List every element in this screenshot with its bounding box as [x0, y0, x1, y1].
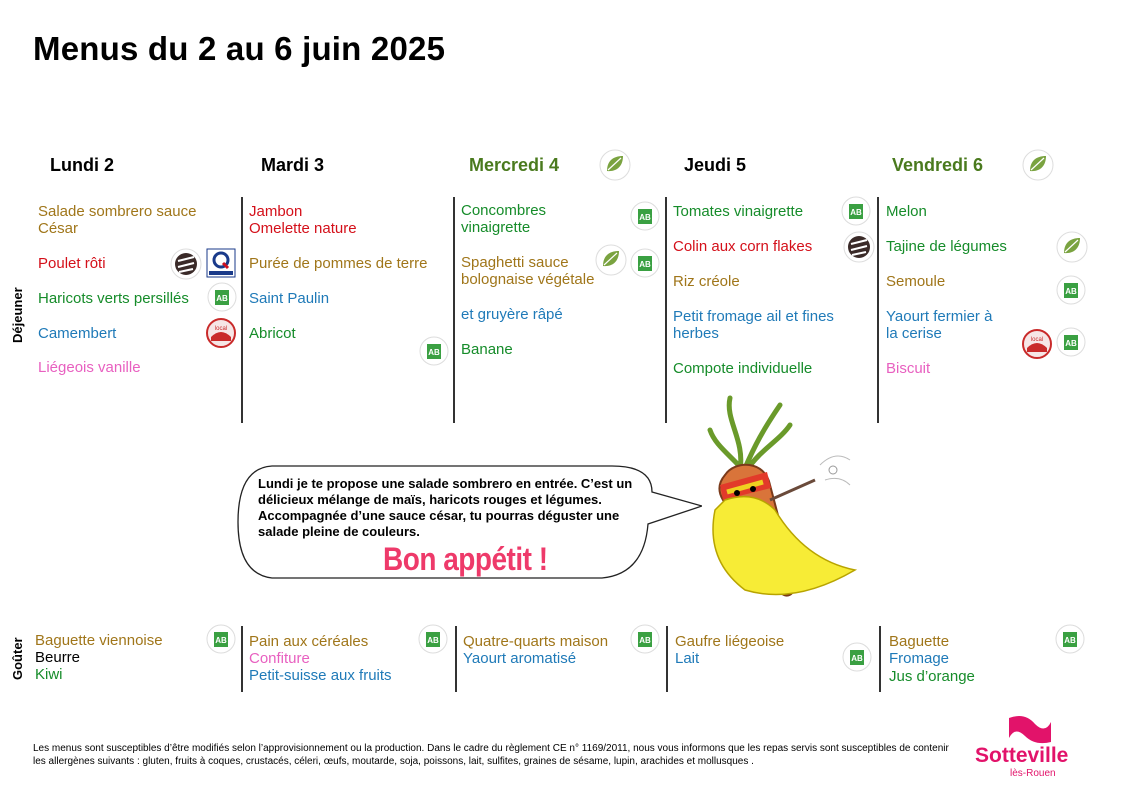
svg-text:AB: AB [851, 654, 863, 663]
svg-text:AB: AB [215, 636, 227, 645]
menu-item: Camembert [38, 325, 117, 342]
svg-text:AB: AB [639, 260, 651, 269]
column-divider [665, 197, 667, 423]
carrot-mascot-illustration [685, 390, 875, 605]
menu-item: Purée de pommes de terre [249, 255, 428, 272]
allergen-disclaimer: Les menus sont susceptibles d’être modifiés selon l’approvisionnement ou la production. Dans le cadre du règlement CE n° 1169/2011, nous vous informons que les repas servis sont susceptibles de contenir les allergènes suivants : gluten, fruits à coques, crustacés, céleri, œufs, moutarde, soja, poissons, lait, sulfites, graines de sésame, lupin, arachides et mollusques . [33, 743, 949, 767]
column-divider [241, 197, 243, 423]
menu-item: Haricots verts persillés [38, 290, 189, 307]
svg-text:AB: AB [216, 294, 228, 303]
menu-item: Concombres vinaigrette [461, 202, 547, 236]
page-title: Menus du 2 au 6 juin 2025 [33, 30, 446, 67]
menu-item: Tomates vinaigrette [673, 203, 804, 220]
bio-label-icon [419, 336, 449, 371]
svg-text:AB: AB [639, 636, 651, 645]
menu-item: Yaourt fermier à la cerise [886, 308, 993, 342]
column-divider [241, 626, 243, 692]
vegetarian-leaf-icon [595, 244, 627, 276]
svg-text:local: local [1030, 337, 1044, 343]
snack-item: Lait [675, 650, 700, 667]
local-product-icon [1021, 328, 1053, 360]
snack-item: Yaourt aromatisé [463, 650, 577, 667]
svg-text:local: local [214, 326, 228, 332]
column-divider [877, 197, 879, 423]
day-header-mercredi: Mercredi 4 [469, 155, 560, 175]
svg-text:AB: AB [427, 636, 439, 645]
menu-item: Abricot [249, 325, 296, 342]
menu-item: Riz créole [673, 273, 740, 290]
snack-item: Baguette [889, 633, 950, 650]
menu-item: Semoule [886, 273, 946, 290]
menu-item: Liégeois vanille [38, 359, 141, 376]
logo-subtitle: lès-Rouen [1010, 768, 1056, 779]
menu-item: Omelette nature [249, 220, 357, 237]
bubble-text: Lundi je te propose une salade sombrero en entrée. C’est un délicieux mélange de maïs, haricots rouges et légumes. Accompagnée d’une sauce césar, tu pourras déguster une salade pleine de couleurs. [258, 476, 633, 539]
menu-item: Melon [886, 203, 927, 220]
snack-item: Baguette viennoise [35, 632, 163, 649]
vegetarian-leaf-icon [599, 149, 631, 181]
snack-item: Beurre [35, 649, 81, 666]
snack-item: Petit-suisse aux fruits [249, 667, 392, 684]
section-label-gouter: Goûter [10, 637, 25, 680]
snack-item: Kiwi [35, 666, 63, 683]
bio-label-icon [1055, 624, 1085, 659]
menu-item: Salade sombrero sauce César [38, 203, 197, 237]
svg-text:AB: AB [428, 348, 440, 357]
chef-stripes-icon [843, 231, 875, 263]
bio-label-icon [630, 624, 660, 659]
svg-text:AB: AB [1064, 636, 1076, 645]
menu-item: Tajine de légumes [886, 238, 1007, 255]
day-header-mardi: Mardi 3 [261, 155, 325, 175]
snack-item: Jus d’orange [889, 668, 975, 685]
svg-text:AB: AB [1065, 287, 1077, 296]
menu-item: Colin aux corn flakes [673, 238, 813, 255]
bio-label-icon [1056, 327, 1086, 362]
bio-label-icon [630, 201, 660, 236]
section-label-dejeuner: Déjeuner [10, 287, 25, 343]
bio-label-icon [1056, 275, 1086, 310]
menu-item: Poulet rôti [38, 255, 106, 272]
svg-text:AB: AB [850, 208, 862, 217]
bon-appetit-text: Bon appétit ! [383, 541, 548, 577]
bio-label-icon [207, 282, 237, 317]
menu-item: Petit fromage ail et fines herbes [673, 308, 834, 342]
snack-item: Pain aux céréales [249, 633, 369, 650]
day-header-lundi: Lundi 2 [50, 155, 114, 175]
column-divider [455, 626, 457, 692]
chef-stripes-icon [170, 248, 202, 280]
snack-item: Fromage [889, 650, 950, 667]
snack-item: Confiture [249, 650, 310, 667]
svg-text:AB: AB [1065, 339, 1077, 348]
menu-item: Spaghetti sauce bolognaise végétale [461, 254, 595, 288]
svg-text:AB: AB [639, 213, 651, 222]
logo-name: Sotteville [975, 744, 1069, 767]
menu-item: Biscuit [886, 360, 931, 377]
snack-item: Gaufre liégeoise [675, 633, 785, 650]
column-divider [666, 626, 668, 692]
column-divider [879, 626, 881, 692]
column-divider [453, 197, 455, 423]
day-header-vendredi: Vendredi 6 [892, 155, 984, 175]
menu-item: Saint Paulin [249, 290, 330, 307]
menu-item: Banane [461, 341, 513, 358]
menu-item: et gruyère râpé [461, 306, 563, 323]
vegetarian-leaf-icon [1056, 231, 1088, 263]
snack-item: Quatre-quarts maison [463, 633, 609, 650]
local-product-icon [205, 317, 237, 349]
day-header-jeudi: Jeudi 5 [684, 155, 747, 175]
quality-label-icon [205, 247, 237, 279]
bio-label-icon [842, 642, 872, 677]
bio-label-icon [630, 248, 660, 283]
menu-item: Jambon [249, 203, 303, 220]
sotteville-logo-mark [1005, 712, 1055, 746]
vegetarian-leaf-icon [1022, 149, 1054, 181]
bio-label-icon [206, 624, 236, 659]
menu-item: Compote individuelle [673, 360, 813, 377]
bio-label-icon [418, 624, 448, 659]
bio-label-icon [841, 196, 871, 231]
